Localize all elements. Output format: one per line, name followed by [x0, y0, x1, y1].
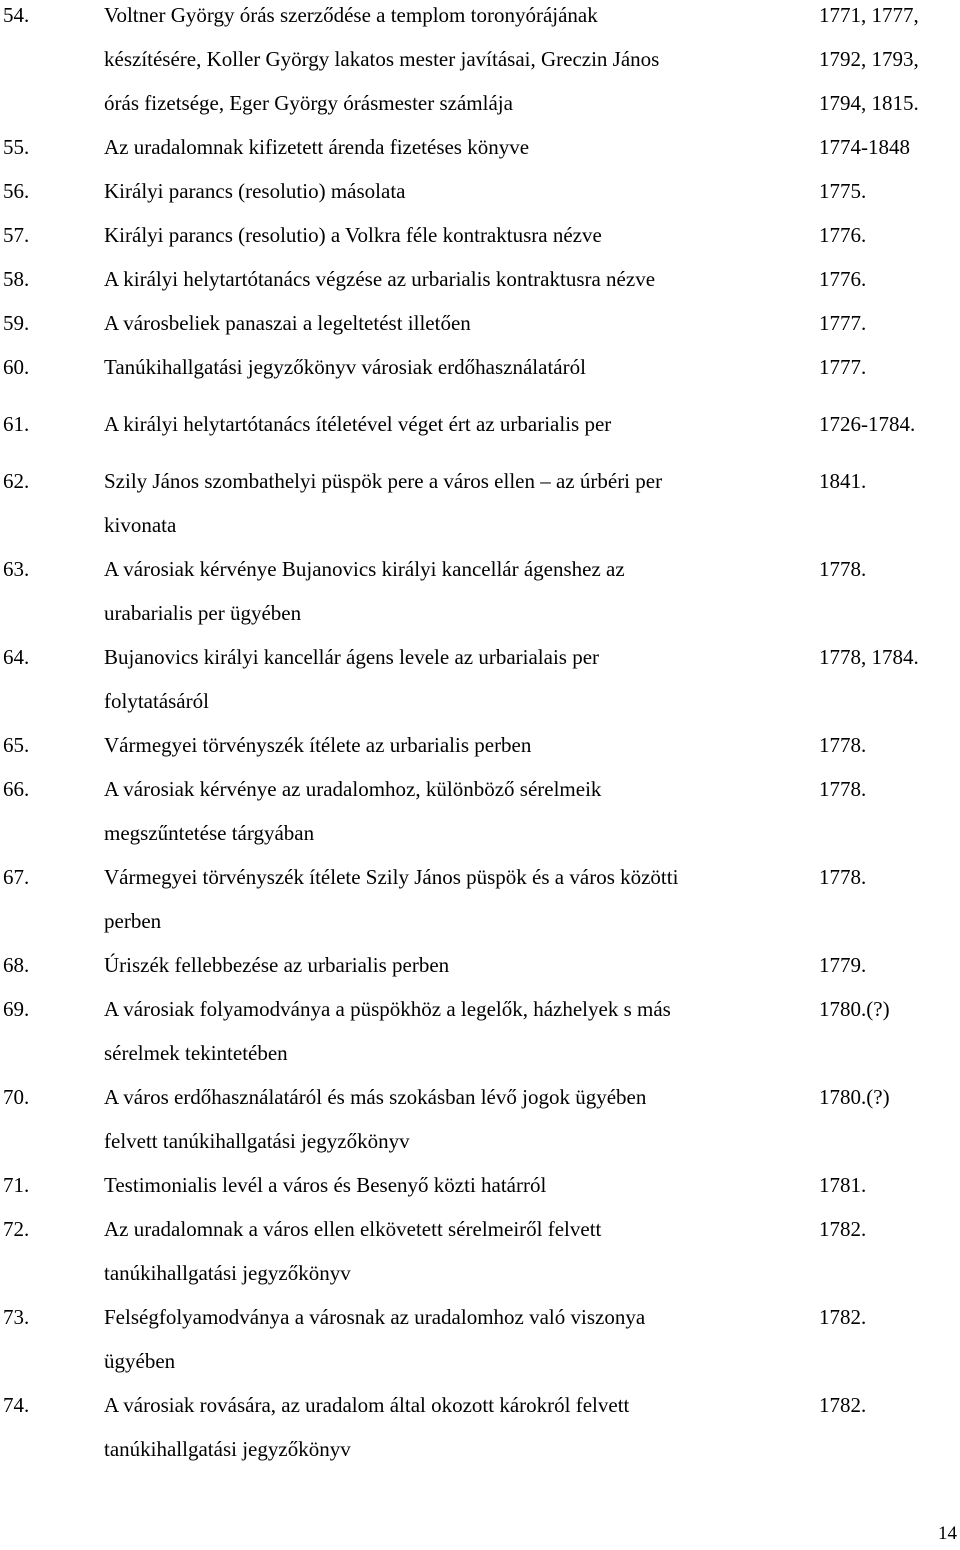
entry-line: [0, 1346, 960, 1376]
entry-line: [0, 1302, 960, 1332]
entry-date: 1776.: [819, 223, 867, 247]
entry-number: 65.: [3, 733, 30, 757]
entry-title: urabarialis per ügyében: [104, 601, 302, 625]
entry-title: Voltner György órás szerződése a templom toronyórájának: [104, 3, 598, 27]
entry-date: 1794, 1815.: [819, 91, 919, 115]
entry-line: [0, 818, 960, 848]
entry-date: 1778.: [819, 733, 867, 757]
entry-line: [0, 466, 960, 496]
entry-line: [0, 730, 960, 760]
entry-title: megszűntetése tárgyában: [104, 821, 315, 845]
entry-date: 1776.: [819, 267, 867, 291]
entry-date: 1782.: [819, 1305, 867, 1329]
entry-number: 69.: [3, 997, 30, 1021]
entry-number: 62.: [3, 469, 30, 493]
entry-title: tanúkihallgatási jegyzőkönyv: [104, 1261, 351, 1285]
entry-date: 1777.: [819, 311, 867, 335]
entry-title: sérelmek tekintetében: [104, 1041, 288, 1065]
entry-line: [0, 554, 960, 584]
entry-title: kivonata: [104, 513, 177, 537]
entry-line: [0, 352, 960, 382]
entry-date: 1780.(?): [819, 997, 890, 1021]
entry-title: A városbeliek panaszai a legeltetést illetően: [104, 311, 471, 335]
entry-title: Úriszék fellebbezése az urbarialis perben: [104, 953, 450, 977]
entry-line: [0, 176, 960, 206]
entry-date: 1774-1848: [819, 135, 910, 159]
entry-date: 1841.: [819, 469, 867, 493]
entry-number: 67.: [3, 865, 30, 889]
entry-title: A királyi helytartótanács végzése az urbarialis kontraktusra nézve: [104, 267, 656, 291]
entry-number: 71.: [3, 1173, 30, 1197]
entry-line: [0, 774, 960, 804]
entry-line: [0, 642, 960, 672]
entry-number: 64.: [3, 645, 30, 669]
entry-number: 54.: [3, 3, 30, 27]
entry-title: folytatásáról: [104, 689, 209, 713]
entry-line: [0, 906, 960, 936]
entry-title: Vármegyei törvényszék ítélete az urbarialis perben: [104, 733, 532, 757]
entry-title: A városiak kérvénye az uradalomhoz, különböző sérelmeik: [104, 777, 602, 801]
entry-title: A királyi helytartótanács ítéletével véget ért az urbarialis per: [104, 412, 612, 436]
entry-line: [0, 598, 960, 628]
entry-number: 70.: [3, 1085, 30, 1109]
entry-line: [0, 1390, 960, 1420]
entry-number: 72.: [3, 1217, 30, 1241]
entry-title: Az uradalomnak a város ellen elkövetett sérelmeiről felvett: [104, 1217, 602, 1241]
entry-line: [0, 1082, 960, 1112]
entry-number: 60.: [3, 355, 30, 379]
entry-title: Felségfolyamodványa a városnak az uradalomhoz való viszonya: [104, 1305, 646, 1329]
entry-date: 1782.: [819, 1217, 867, 1241]
entry-line: [0, 510, 960, 540]
page-number: 14: [938, 1523, 957, 1544]
entry-number: 63.: [3, 557, 30, 581]
entry-line: [0, 1126, 960, 1156]
entry-number: 66.: [3, 777, 30, 801]
entry-title: Királyi parancs (resolutio) a Volkra féle kontraktusra nézve: [104, 223, 602, 247]
entry-date: 1782.: [819, 1393, 867, 1417]
entry-number: 68.: [3, 953, 30, 977]
entry-line: [0, 264, 960, 294]
entry-number: 61.: [3, 412, 30, 436]
entry-number: 74.: [3, 1393, 30, 1417]
entry-line: [0, 409, 960, 439]
entry-number: 59.: [3, 311, 30, 335]
entry-title: Vármegyei törvényszék ítélete Szily János püspök és a város közötti: [104, 865, 679, 889]
entry-date: 1778, 1784.: [819, 645, 919, 669]
entry-title: tanúkihallgatási jegyzőkönyv: [104, 1437, 351, 1461]
entry-title: felvett tanúkihallgatási jegyzőkönyv: [104, 1129, 410, 1153]
entry-line: [0, 0, 960, 30]
entry-title: Testimonialis levél a város és Besenyő közti határról: [104, 1173, 547, 1197]
entry-date: 1778.: [819, 777, 867, 801]
entry-title: A városiak rovására, az uradalom által okozott károkról felvett: [104, 1393, 630, 1417]
entry-title: perben: [104, 909, 162, 933]
entry-title: A város erdőhasználatáról és más szokásban lévő jogok ügyében: [104, 1085, 647, 1109]
entry-title: órás fizetsége, Eger György órásmester számlája: [104, 91, 513, 115]
entry-date: 1781.: [819, 1173, 867, 1197]
entry-line: [0, 1214, 960, 1244]
entry-date: 1792, 1793,: [819, 47, 919, 71]
entry-line: [0, 994, 960, 1024]
entry-title: készítésére, Koller György lakatos mester javításai, Greczin János: [104, 47, 660, 71]
entry-line: [0, 308, 960, 338]
entry-title: A városiak kérvénye Bujanovics királyi kancellár ágenshez az: [104, 557, 625, 581]
entry-number: 57.: [3, 223, 30, 247]
entry-line: [0, 862, 960, 892]
entry-line: [0, 132, 960, 162]
entry-line: [0, 88, 960, 118]
entry-date: 1778.: [819, 557, 867, 581]
entry-number: 55.: [3, 135, 30, 159]
entry-date: 1778.: [819, 865, 867, 889]
entry-line: [0, 1258, 960, 1288]
entry-title: ügyében: [104, 1349, 176, 1373]
entry-title: Szily János szombathelyi püspök pere a város ellen – az úrbéri per: [104, 469, 663, 493]
entry-date: 1775.: [819, 179, 867, 203]
entry-line: [0, 950, 960, 980]
entry-line: [0, 1434, 960, 1464]
entry-date: 1777.: [819, 355, 867, 379]
entry-number: 56.: [3, 179, 30, 203]
entry-date: 1726-1784.: [819, 412, 916, 436]
entry-title: A városiak folyamodványa a püspökhöz a legelők, házhelyek s más: [104, 997, 671, 1021]
entry-title: Tanúkihallgatási jegyzőkönyv városiak erdőhasználatáról: [104, 355, 586, 379]
entry-number: 73.: [3, 1305, 30, 1329]
entry-date: 1779.: [819, 953, 867, 977]
entry-line: [0, 1038, 960, 1068]
entry-title: Királyi parancs (resolutio) másolata: [104, 179, 406, 203]
entry-title: Bujanovics királyi kancellár ágens levele az urbarialais per: [104, 645, 600, 669]
entry-line: [0, 220, 960, 250]
entry-title: Az uradalomnak kifizetett árenda fizetéses könyve: [104, 135, 530, 159]
entry-date: 1780.(?): [819, 1085, 890, 1109]
entry-line: [0, 686, 960, 716]
entry-date: 1771, 1777,: [819, 3, 919, 27]
entry-number: 58.: [3, 267, 30, 291]
entry-line: [0, 1170, 960, 1200]
entry-line: [0, 44, 960, 74]
